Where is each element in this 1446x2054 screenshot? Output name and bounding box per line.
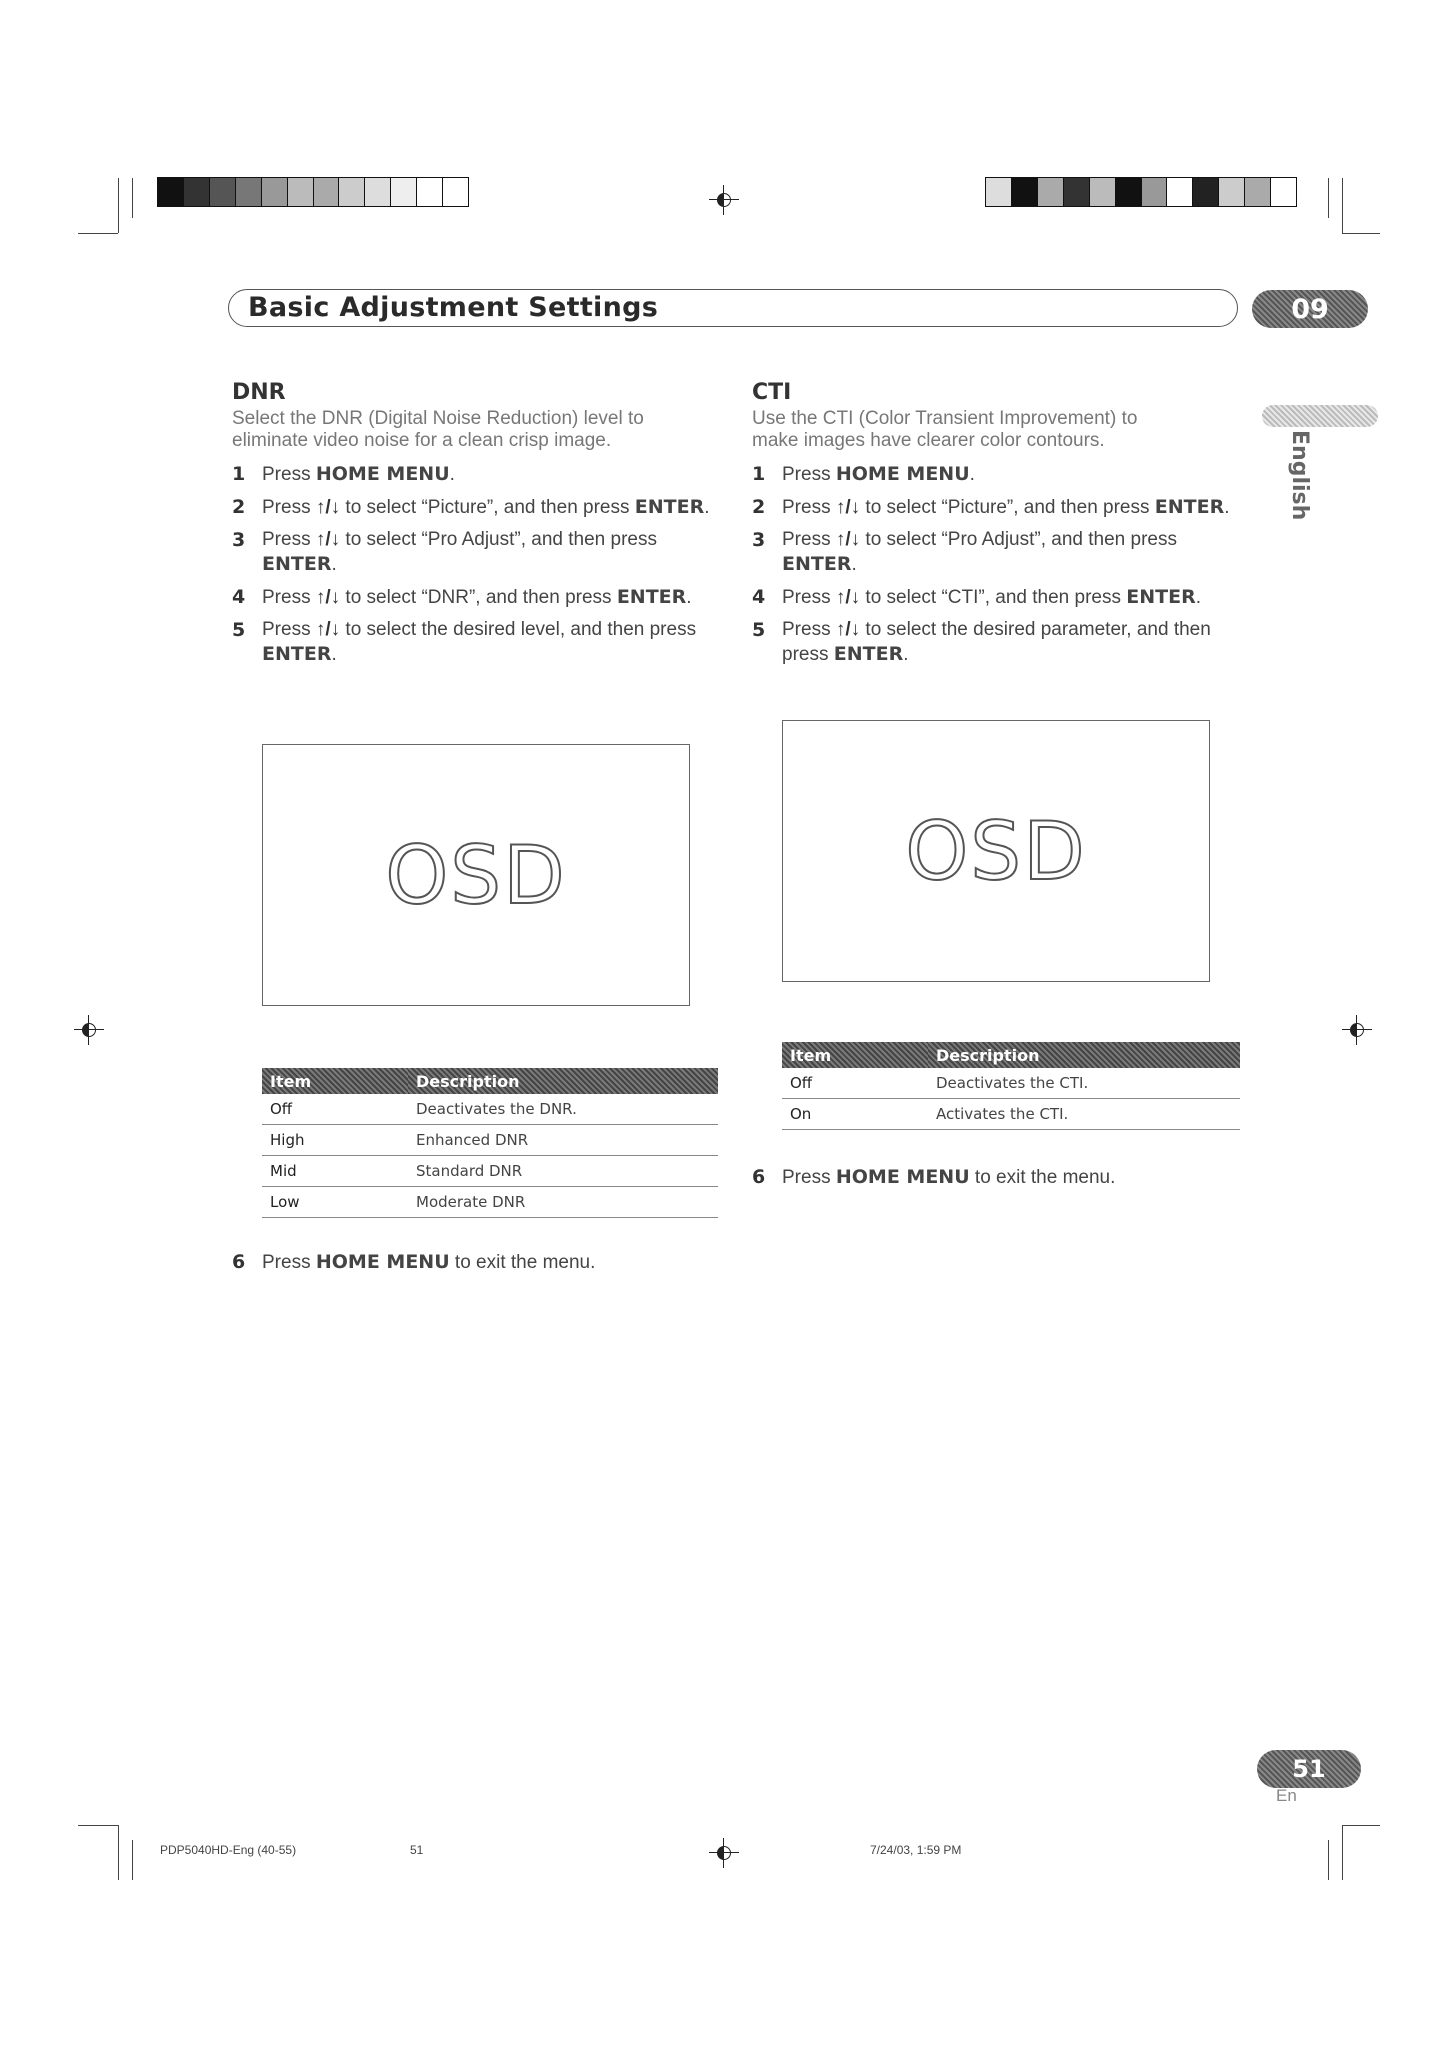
crop-mark: [118, 1825, 119, 1880]
crop-mark: [78, 1825, 118, 1826]
dnr-steps: [232, 462, 712, 675]
table-row: Mid Standard DNR: [262, 1156, 718, 1187]
table-header: Item: [262, 1068, 408, 1094]
table-row: Off Deactivates the DNR.: [262, 1094, 718, 1125]
registration-mark-right: [1342, 1015, 1372, 1045]
cti-step: 4 Press ↑/↓ to select “CTI”, and then press ENTER.: [752, 586, 1201, 608]
cti-exit-step: 6 Press HOME MENU to exit the menu.: [752, 1166, 1116, 1188]
page-language: En: [1276, 1786, 1297, 1805]
cti-step: 3 Press ↑/↓ to select “Pro Adjust”, and then press ENTER.: [752, 529, 1177, 575]
chapter-badge: [1252, 290, 1368, 328]
crop-mark: [132, 178, 133, 218]
crop-mark: [132, 1840, 133, 1880]
cti-step: 2 Press ↑/↓ to select “Picture”, and then press ENTER.: [752, 496, 1230, 518]
crop-mark: [1342, 1825, 1343, 1880]
dnr-exit-step: 6 Press HOME MENU to exit the menu.: [232, 1251, 596, 1273]
page-number-badge: [1257, 1750, 1361, 1788]
up-down-arrow-icon: ↑/↓: [835, 587, 861, 608]
dnr-step: 1 Press HOME MENU.: [232, 463, 455, 485]
color-bar-left: [157, 177, 469, 207]
registration-mark-top: [709, 185, 739, 215]
crop-mark: [1342, 178, 1343, 233]
page-number: 51: [1292, 1755, 1326, 1783]
up-down-arrow-icon: ↑/↓: [315, 497, 341, 518]
up-down-arrow-icon: ↑/↓: [315, 619, 341, 640]
table-header: Description: [928, 1042, 1240, 1068]
cti-osd-screen: OSD: [782, 720, 1210, 982]
crop-mark: [1342, 1825, 1380, 1826]
language-tab: [1262, 405, 1378, 427]
crop-mark: [1328, 1840, 1329, 1880]
table-row: High Enhanced DNR: [262, 1125, 718, 1156]
table-row: Off Deactivates the CTI.: [782, 1068, 1240, 1099]
cti-steps: [752, 462, 1242, 675]
up-down-arrow-icon: ↑/↓: [835, 497, 861, 518]
cti-step: 1 Press HOME MENU.: [752, 463, 975, 485]
cti-step: 5 Press ↑/↓ to select the desired parameter, and then press ENTER.: [752, 619, 1211, 665]
up-down-arrow-icon: ↑/↓: [315, 587, 341, 608]
dnr-osd-screen: OSD: [262, 744, 690, 1006]
table-header: Description: [408, 1068, 718, 1094]
dnr-step: 5 Press ↑/↓ to select the desired level, and then press ENTER.: [232, 619, 697, 665]
dnr-table: [262, 1068, 718, 1218]
up-down-arrow-icon: ↑/↓: [835, 619, 861, 640]
crop-mark: [1328, 178, 1329, 218]
dnr-title: DNR: [232, 380, 286, 405]
footer-date: 7/24/03, 1:59 PM: [870, 1843, 962, 1857]
chapter-number: 09: [1291, 293, 1329, 325]
crop-mark: [78, 233, 118, 234]
dnr-step: 2 Press ↑/↓ to select “Picture”, and then press ENTER.: [232, 496, 710, 518]
registration-mark-bottom: [709, 1838, 739, 1868]
registration-mark-left: [74, 1015, 104, 1045]
crop-mark: [118, 178, 119, 233]
dnr-step: 3 Press ↑/↓ to select “Pro Adjust”, and then press ENTER.: [232, 529, 657, 575]
language-label: English: [1287, 430, 1312, 521]
up-down-arrow-icon: ↑/↓: [835, 529, 861, 550]
table-row: On Activates the CTI.: [782, 1099, 1240, 1130]
table-row: Low Moderate DNR: [262, 1187, 718, 1218]
cti-title: CTI: [752, 380, 792, 405]
cti-table: [782, 1042, 1240, 1130]
page-title: Basic Adjustment Settings: [248, 292, 659, 323]
dnr-step: 4 Press ↑/↓ to select “DNR”, and then press ENTER.: [232, 586, 692, 608]
color-bar-right: [985, 177, 1297, 207]
dnr-intro: Select the DNR (Digital Noise Reduction) level to eliminate video noise for a clean crisp image.: [232, 408, 644, 451]
footer-page: 51: [410, 1843, 424, 1857]
up-down-arrow-icon: ↑/↓: [315, 529, 341, 550]
crop-mark: [1342, 233, 1380, 234]
footer-file: PDP5040HD-Eng (40-55): [160, 1843, 297, 1857]
table-header: Item: [782, 1042, 928, 1068]
cti-intro: Use the CTI (Color Transient Improvement) to make images have clearer color contours.: [752, 408, 1138, 451]
